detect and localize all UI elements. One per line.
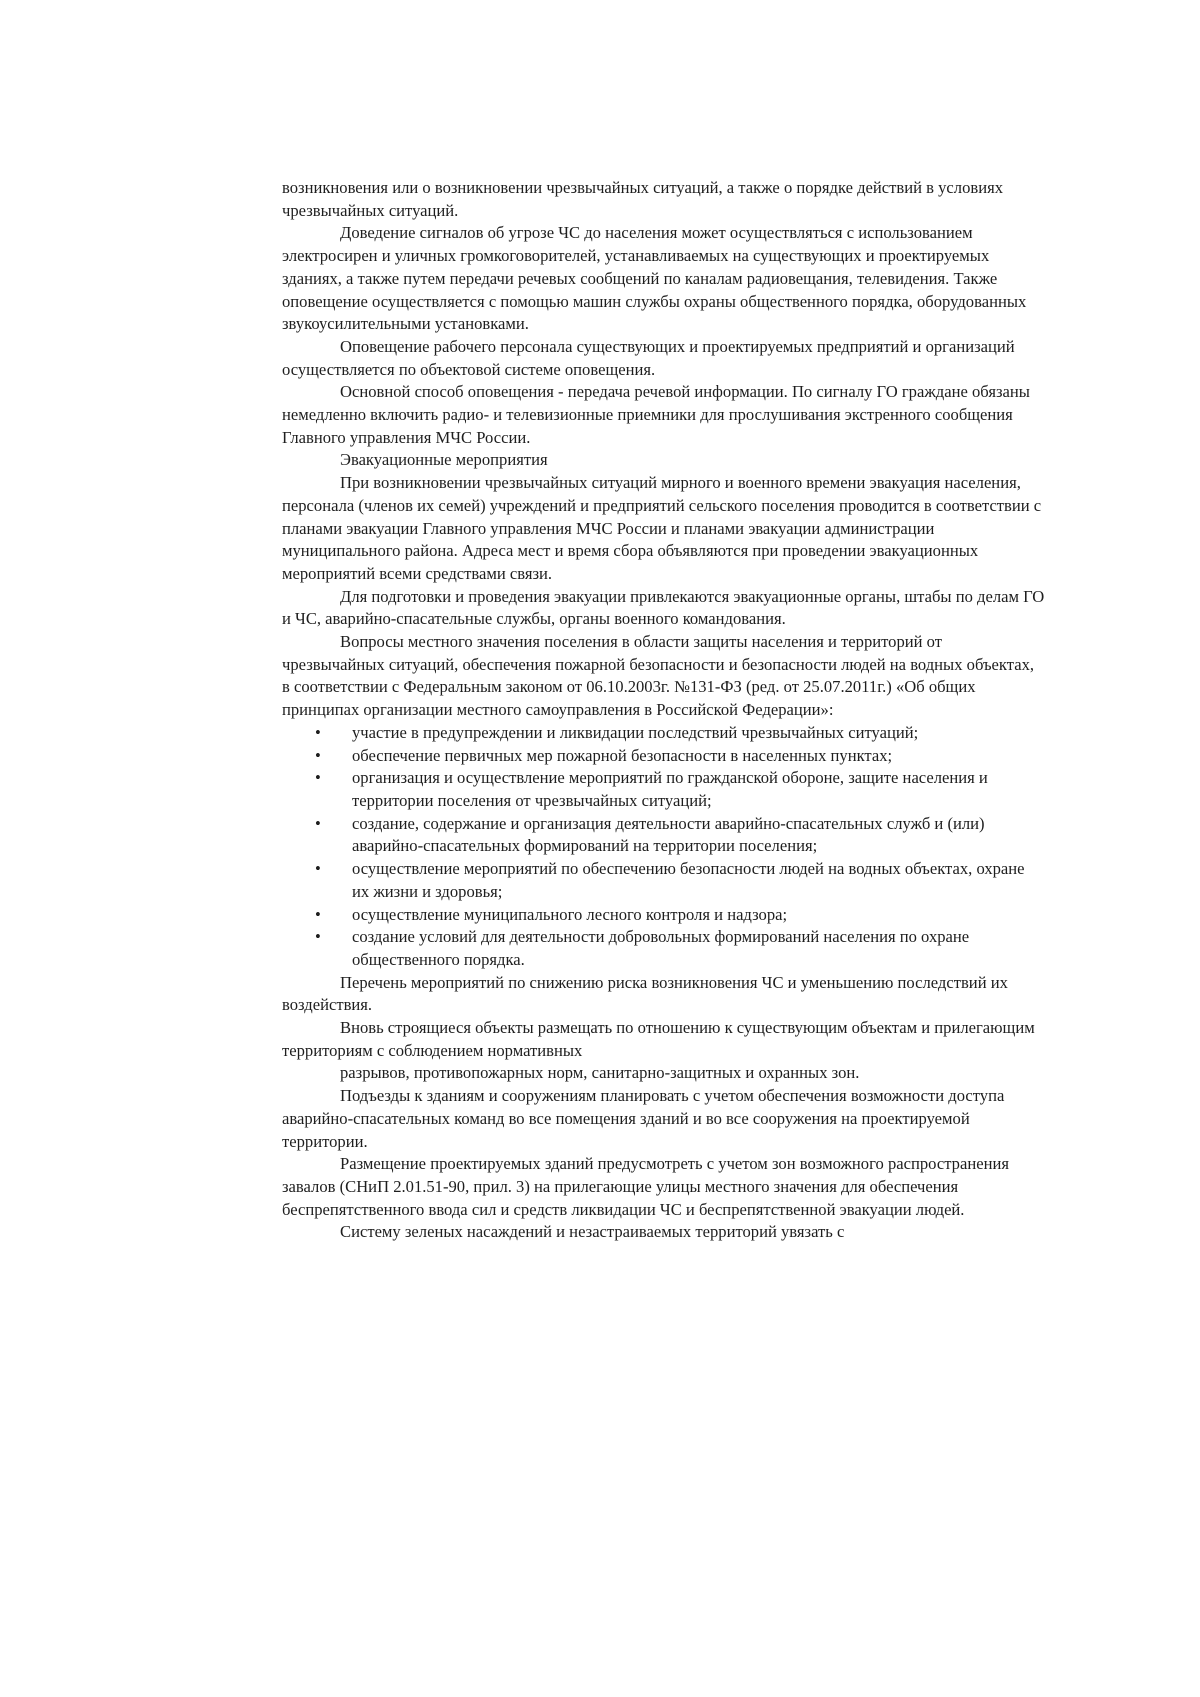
paragraph-continuation: разрывов, противопожарных норм, санитарно-защитных и охранных зон. xyxy=(340,1063,860,1083)
bullet-list xyxy=(282,722,1047,972)
bullet-icon: • xyxy=(315,745,321,765)
list-item xyxy=(282,745,1047,768)
bullet-icon: • xyxy=(315,904,321,924)
paragraph: возникновения или о возникновении чрезвычайных ситуаций, а также о порядке действий в условиях чрезвычайных ситуаций. xyxy=(282,178,1004,220)
paragraph: Вновь строящиеся объекты размещать по отношению к существующим объектам и прилегающим территориям с соблюдением нормативных xyxy=(282,1018,1035,1060)
document-body xyxy=(282,177,1047,1244)
list-item-text: осуществление муниципального лесного контроля и надзора; xyxy=(352,904,788,924)
paragraph: Основной способ оповещения - передача речевой информации. По сигналу ГО граждане обязаны немедленно включить радио- и телевизионные приемники для прослушивания экстренного сообщения Главного управления МЧС России. xyxy=(282,382,1030,447)
list-item-text: обеспечение первичных мер пожарной безопасности в населенных пунктах; xyxy=(352,745,893,765)
list-item xyxy=(282,722,1047,745)
paragraph: Доведение сигналов об угрозе ЧС до населения может осуществляться с использованием электросирен и уличных громкоговорителей, устанавливаемых на существующих и проектируемых зданиях, а также путем передачи речевых сообщений по каналам радиовещания, телевидения. Также оповещение осуществляется с помощью машин службы охраны общественного порядка, оборудованных звукоусилительными установками. xyxy=(282,223,1027,334)
list-item xyxy=(282,858,1047,903)
section-heading: Перечень мероприятий по снижению риска возникновения ЧС и уменьшению последствий их воздействия. xyxy=(282,972,1008,1015)
paragraph: Размещение проектируемых зданий предусмотреть с учетом зон возможного распространения завалов (СНиП 2.01.51-90, прил. 3) на прилегающие улицы местного значения для обеспечения беспрепятственного ввода сил и средств ликвидации ЧС и беспрепятственной эвакуации людей. xyxy=(282,1154,1009,1219)
list-item xyxy=(282,904,1047,927)
paragraph: При возникновении чрезвычайных ситуаций мирного и военного времени эвакуация населения, персонала (членов их семей) учреждений и предприятий сельского поселения проводится в соответствии с планами эвакуации Главного управления МЧС России и планами эвакуации администрации муниципального района. Адреса мест и время сбора объявляются при проведении эвакуационных мероприятий всеми средствами связи. xyxy=(282,473,1042,583)
bullet-icon: • xyxy=(315,927,321,947)
list-item-text: участие в предупреждении и ликвидации последствий чрезвычайных ситуаций; xyxy=(352,722,919,742)
list-item-text: создание условий для деятельности добровольных формирований населения по охране общественного порядка. xyxy=(352,927,970,969)
list-item xyxy=(282,926,1047,971)
list-item-text: организация и осуществление мероприятий по гражданской обороне, защите населения и территории поселения от чрезвычайных ситуаций; xyxy=(352,768,988,810)
bullet-icon: • xyxy=(315,722,321,742)
list-item-text: создание, содержание и организация деятельности аварийно-спасательных служб и (или) аварийно-спасательных формирований на территории поселения; xyxy=(352,813,985,856)
paragraph: Вопросы местного значения поселения в области защиты населения и территорий от чрезвычайных ситуаций, обеспечения пожарной безопасности и безопасности людей на водных объектах, в соответствии с Федеральным законом от 06.10.2003г. №131-ФЗ (ред. от 25.07.2011г.) «Об общих принципах организации местного самоуправления в Российской Федерации»: xyxy=(282,632,1035,720)
paragraph: Оповещение рабочего персонала существующих и проектируемых предприятий и организаций осуществляется по объектовой системе оповещения. xyxy=(282,336,1015,379)
paragraph: Систему зеленых насаждений и незастраиваемых территорий увязать с xyxy=(340,1222,845,1242)
list-item xyxy=(282,813,1047,858)
bullet-icon: • xyxy=(315,768,321,788)
bullet-icon: • xyxy=(315,859,321,879)
paragraph: Для подготовки и проведения эвакуации привлекаются эвакуационные органы, штабы по делам ГО и ЧС, аварийно-спасательные службы, органы военного командования. xyxy=(282,586,1045,629)
list-item xyxy=(282,767,1047,812)
section-heading: Эвакуационные мероприятия xyxy=(340,450,548,470)
list-item-text: осуществление мероприятий по обеспечению безопасности людей на водных объектах, охране их жизни и здоровья; xyxy=(352,859,1025,901)
bullet-icon: • xyxy=(315,813,321,833)
paragraph: Подъезды к зданиям и сооружениям планировать с учетом обеспечения возможности доступа аварийно-спасательных команд во все помещения зданий и во все сооружения на проектируемой территории. xyxy=(282,1086,1005,1151)
